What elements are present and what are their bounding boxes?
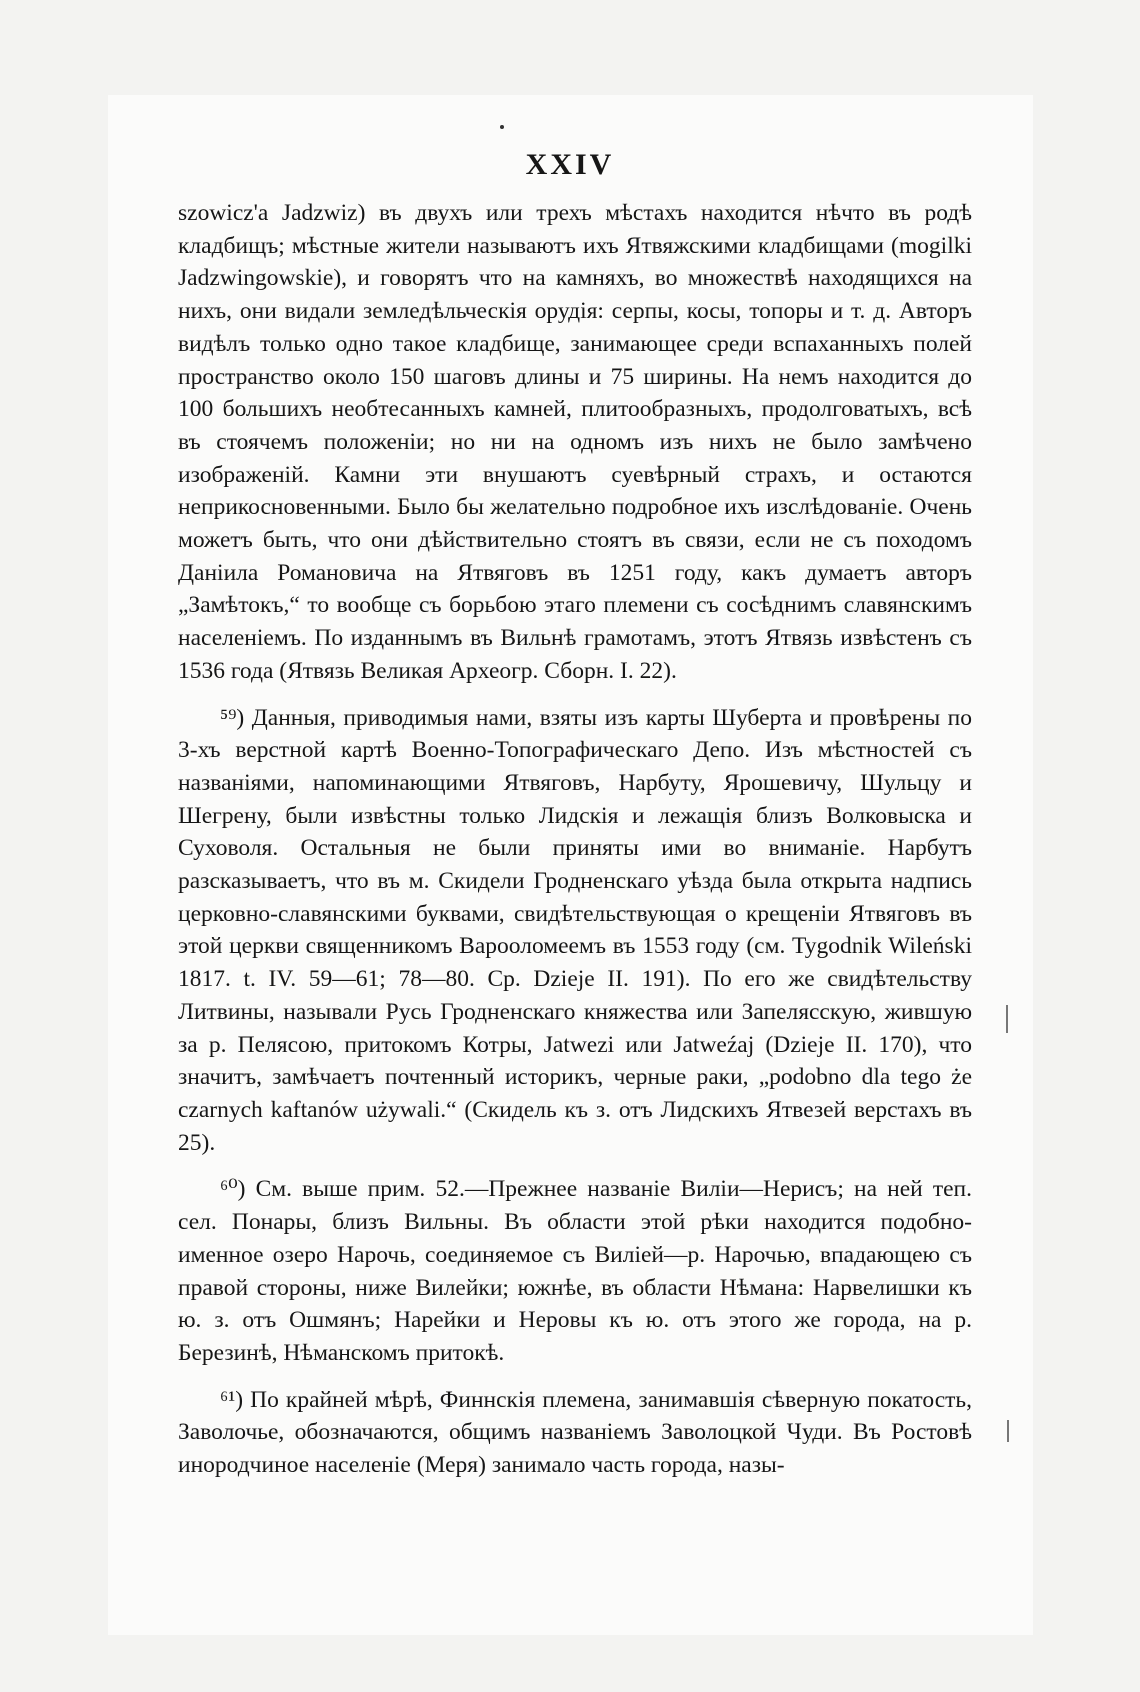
margin-mark	[1007, 1420, 1009, 1442]
ink-dot	[500, 125, 504, 129]
paragraph-continuation: szowicz'a Jadzwiz) въ двухъ или трехъ мѣстахъ находится нѣчто въ родѣ кладбищъ; мѣстные жители называютъ ихъ Ятвяжскими кладбищами (mogilki Jadzwingowskie), и говорятъ что на камняхъ, во множествѣ находящихся на нихъ, они видали земледѣльческія орудія: серпы, косы, топоры и т. д. Авторъ видѣлъ только одно такое кладбище, занимающее среди вспаханныхъ полей пространство около 150 шаговъ длины и 75 ширины. На немъ находится до 100 большихъ необтесанныхъ камней, плитообразныхъ, продолговатыхъ, всѣ въ стоячемъ положеніи; но ни на одномъ изъ нихъ не было замѣчено изображеній. Камни эти внушаютъ суевѣрный страхъ, и остаются неприкосновенными. Было бы желательно подробное ихъ изслѣдованіе. Очень можетъ быть, что они дѣйствительно стоятъ въ связи, если не съ походомъ Даніила Романовича на Ятвяговъ въ 1251 году, какъ думаетъ авторъ „Замѣтокъ,“ то вообще съ борьбою этаго племени съ сосѣднимъ славянскимъ населеніемъ. По изданнымъ въ Вильнѣ грамотамъ, этотъ Ятвязь извѣстенъ съ 1536 года (Ятвязь Великая Археогр. Сборн. I. 22).	[178, 200, 972, 684]
margin-mark	[1006, 1005, 1008, 1033]
footnote-59: ⁵⁹) Данныя, приводимыя нами, взяты изъ карты Шуберта и провѣрены по 3-хъ верстной картѣ Военно-Топографическаго Депо. Изъ мѣстностей съ названіями, напоминающими Ятвяговъ, Нарбуту, Ярошевичу, Шульцу и Шегрену, были извѣстны только Лидскія и лежащія близъ Волковыска и Суховоля. Остальныя не были приняты ими во вниманіе. Нарбутъ разсказываетъ, что въ м. Скидели Гродненскаго уѣзда была открыта надпись церковно-славянскими буквами, свидѣтельствующая о крещеніи Ятвяговъ въ этой церкви священникомъ Варооломеемъ въ 1553 году (см. Tygodnik Wileński 1817. t. IV. 59—61; 78—80. Ср. Dzieje II. 191). По его же свидѣтельству Литвины, называли Русь Гродненскаго княжества или Запелясскую, жившую за р. Пелясою, притокомъ Котры, Jatwezi или Jatweźaj (Dzieje II. 170), что значитъ, замѣчаетъ почтенный историкъ, черные раки, „podobno dla tego że czarnych kaftanów używali.“ (Скидель къ з. отъ Лидскихъ Ятвезей верстахъ въ 25).	[178, 704, 972, 1156]
body-text	[178, 197, 972, 1482]
page-number: XXIV	[525, 148, 615, 181]
footnote-60: ⁶⁰) См. выше прим. 52.—Прежнее названіе Виліи—Нерисъ; на ней теп. сел. Понары, близъ Вильны. Въ области этой рѣки находится подобно-именное озеро Нарочь, соединяемое съ Виліей—р. Нарочью, впадающею съ правой стороны, ниже Вилейки; южнѣе, въ области Нѣмана: Нарвелишки къ ю. з. отъ Ошмянъ; Нарейки и Неровы къ ю. отъ этого же города, на р. Березинѣ, Нѣманскомъ притокѣ.	[178, 1176, 972, 1366]
footnote-61: ⁶¹) По крайней мѣрѣ, Финнскія племена, занимавшія сѣверную покатость, Заволочье, обозначаются, общимъ названіемъ Заволоцкой Чуди. Въ Ростовѣ инородчиное населеніе (Меря) занимало часть города, назы-	[178, 1386, 972, 1479]
